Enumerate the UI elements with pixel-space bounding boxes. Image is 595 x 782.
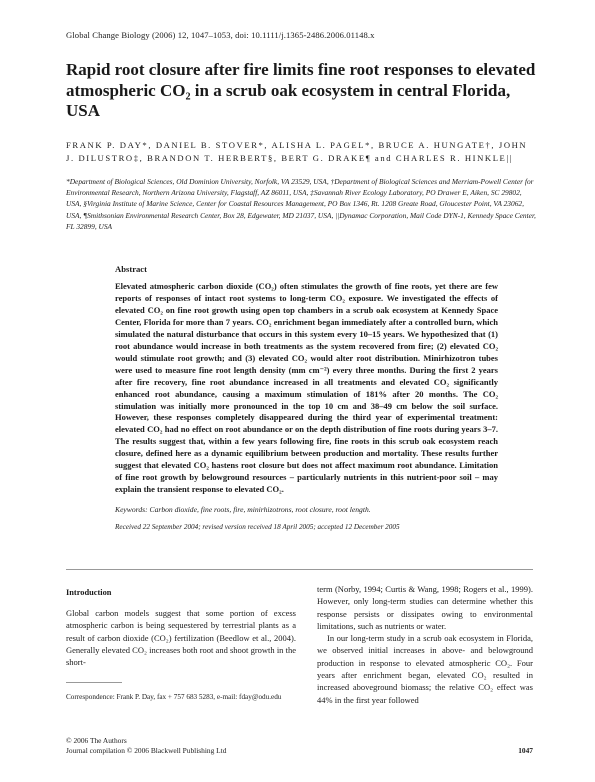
- author-list: FRANK P. DAY*, DANIEL B. STOVER*, ALISHA L. PAGEL*, BRUCE A. HUNGATE†, JOHN J. DILUSTRO‡, BRANDON T. HERBERT§, BERT G. DRAKE¶ and CHARLES R. HINKLE||: [66, 140, 528, 163]
- running-head: Global Change Biology (2006) 12, 1047–1053, doi: 10.1111/j.1365-2486.2006.01148.x: [66, 30, 375, 40]
- right-column: [317, 583, 533, 706]
- left-column: [66, 588, 296, 668]
- page-number: 1047: [518, 746, 533, 755]
- affiliations: *Department of Biological Sciences, Old Dominion University, Norfolk, VA 23529, USA, †Department of Biological Sciences and Merriam-Powell Center for Environmental Research, Northern Arizona University, Flagstaff, AZ 86011, USA, ‡Savannah River Ecology Laboratory, PO Drawer E, Aiken, SC 29802, USA, §Virginia Institute of Marine Science, Center for Coastal Resources Management, PO Box 1346, Rt. 1208 Greate Road, Gloucester Point, VA 23062, USA, ¶Smithsonian Environmental Research Center, Box 28, Edgewater, MD 21037, USA, ||Dynamac Corporation, Mail Code DYN-1, Kennedy Space Center, FL 32899, USA: [66, 177, 536, 231]
- copyright-journal: Journal compilation © 2006 Blackwell Publishing Ltd: [66, 746, 227, 756]
- intro-paragraph-2: In our long-term study in a scrub oak ecosystem in Florida, we observed initial increases in above- and belowground production in response to elevated atmospheric CO₂. Four years after enrichment began, elevated CO₂ resulted in increased aboveground biomass; the relative CO₂ effect was 44% in the first year followed: [317, 633, 533, 705]
- keywords: Keywords: Carbon dioxide, fine roots, fire, minirhizotrons, root closure, root length.: [115, 505, 371, 515]
- page-footer: [66, 736, 536, 757]
- intro-paragraph-1-cont: term (Norby, 1994; Curtis & Wang, 1998; Rogers et al., 1999). However, only long-term studies can determine whether this response persists or dissipates owing to environmental limitations, such as nutrients or water.: [317, 584, 533, 631]
- article-title: Rapid root closure after fire limits fine root responses to elevated atmospheric CO₂ in a scrub oak ecosystem in central Florida, USA: [66, 60, 536, 120]
- footnote-divider: [66, 682, 122, 683]
- copyright-authors: © 2006 The Authors: [66, 736, 127, 745]
- received-dates: Received 22 September 2004; revised version received 18 April 2005; accepted 12 December 2005: [115, 523, 400, 532]
- correspondence-note: Correspondence: Frank P. Day, fax + 757 683 5283, e-mail: fday@odu.edu: [66, 693, 282, 701]
- section-divider: [66, 569, 533, 570]
- abstract-heading: Abstract: [115, 264, 147, 274]
- intro-paragraph-1: Global carbon models suggest that some portion of excess atmospheric carbon is being sequestered by terrestrial plants as a result of carbon dioxide (CO₂) fertilization (Beedlow et al., 2004). Generally elevated CO₂ increases both root and shoot growth in the short-: [66, 608, 296, 668]
- abstract-text: Elevated atmospheric carbon dioxide (CO₂) often stimulates the growth of fine roots, yet there are few reports of responses of intact root systems to long-term CO₂ exposure. We investigated the effects of elevated CO₂ on fine root growth using open top chambers in a scrub oak ecosystem at Kennedy Space Center, Florida for more than 7 years. CO₂ enrichment began immediately after a controlled burn, which simulated the natural disturbance that occurs in this system every 10–15 years. We hypothesized that (1) root abundance would increase in both treatments as the system recovered from fire; (2) elevated CO₂ would stimulate root growth; and (3) elevated CO₂ would alter root distribution. Minirhizotron tubes were used to measure fine root length density (mm cm⁻²) every three months. During the first 2 years after fire recovery, fine root abundance increased in all treatments and elevated CO₂ significantly enhanced root abundance, causing a maximum stimulation of 181% after 20 months. The CO₂ stimulation was initially more pronounced in the top 10 cm and 38–49 cm below the soil surface. However, these responses completely disappeared during the third year of experimental treatment: elevated CO₂ had no effect on root abundance or on the depth distribution of fine roots during years 3–7. The results suggest that, within a few years following fire, fine roots in this scrub oak ecosystem reach closure, defined here as a dynamic equilibrium between production and mortality. These results further suggest that elevated CO₂ hastens root closure but does not affect maximum root abundance. Limitation of fine root growth by belowground resources – particularly nutrients in this nutrient-poor soil – may explain the transient response to elevated CO₂.: [115, 281, 498, 495]
- introduction-heading: Introduction: [66, 588, 112, 597]
- abstract-section: [115, 264, 498, 531]
